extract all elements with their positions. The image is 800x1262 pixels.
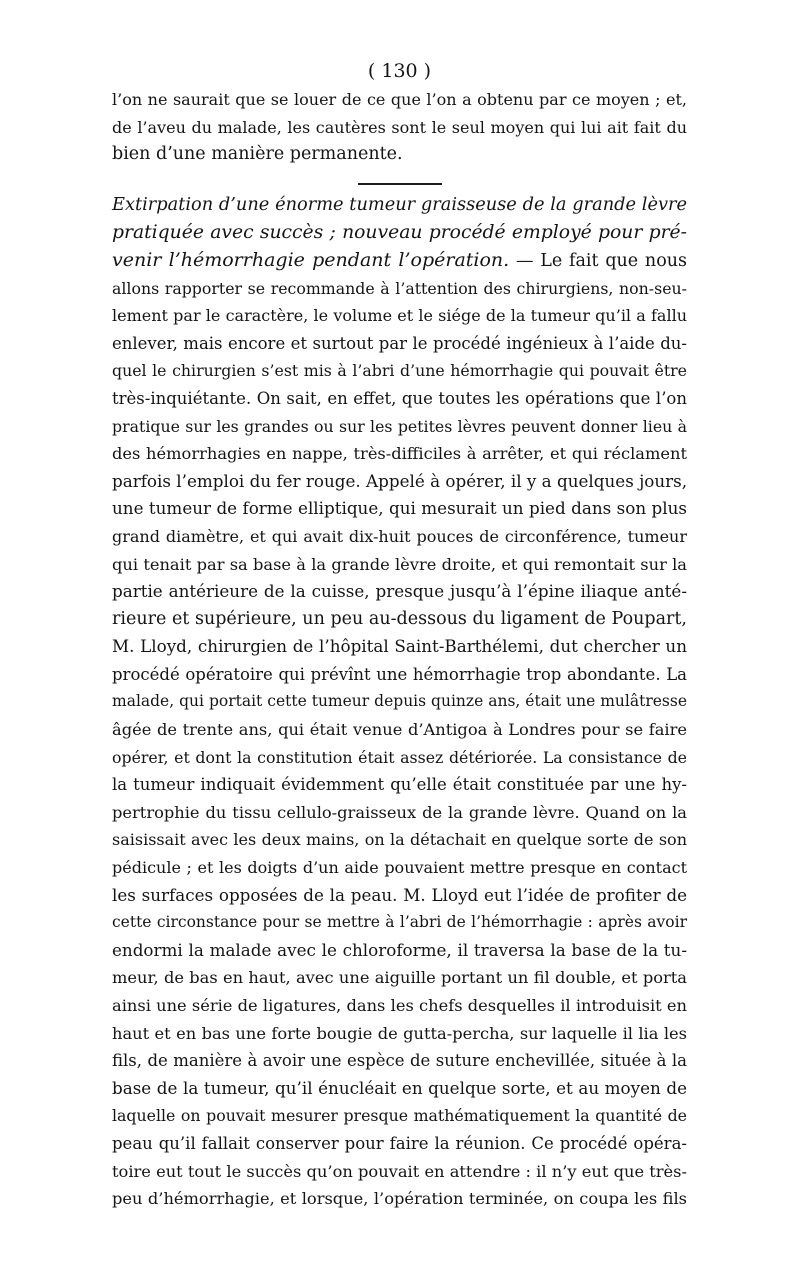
text-line: pédicule ; et les doigts d’un aide pouvaient mettre presque en contact bbox=[112, 858, 687, 878]
text-line: cette circonstance pour se mettre à l’abri de l’hémorrhagie : après avoir bbox=[112, 913, 687, 932]
text-line: M. Lloyd, chirurgien de l’hôpital Saint-Barthélemi, dut chercher un bbox=[112, 636, 687, 657]
text-line: base de la tumeur, qu’il énucléait en quelque sorte, et au moyen de bbox=[112, 1077, 687, 1098]
text-line: quel le chirurgien s’est mis à l’abri d’une hémorrhagie qui pouvait être bbox=[112, 361, 687, 381]
text-line: les surfaces opposées de la peau. M. Lloyd eut l’idée de profiter de bbox=[112, 884, 687, 905]
text-line: l’on ne saurait que se louer de ce que l’on a obtenu par ce moyen ; et, bbox=[112, 90, 687, 109]
text-line: bien d’une manière permanente. bbox=[112, 144, 403, 165]
text-line: allons rapporter se recommande à l’attention des chirurgiens, non-seu- bbox=[112, 278, 687, 298]
article-first-line-text: — Le fait que nous bbox=[509, 250, 687, 271]
text-line: grand diamètre, et qui avait dix-huit pouces de circonférence, tumeur bbox=[112, 526, 687, 546]
text-line: lement par le caractère, le volume et le siége de la tumeur qu’il a fallu bbox=[112, 306, 687, 326]
text-line: opérer, et dont la constitution était assez détériorée. La consistance de bbox=[112, 747, 687, 767]
page-number: ( 130 ) bbox=[367, 60, 432, 82]
intro-paragraph bbox=[112, 86, 687, 169]
text-line: rieure et supérieure, un peu au-dessous du ligament de Poupart, bbox=[112, 608, 687, 629]
article-title-end: venir l’hémorrhagie pendant l’opération. bbox=[112, 248, 510, 271]
text-line: laquelle on pouvait mesurer presque mathématiquement la quantité de bbox=[112, 1106, 687, 1126]
text-line: une tumeur de forme elliptique, qui mesurait un pied dans son plus bbox=[112, 498, 687, 519]
text-line: la tumeur indiquait évidemment qu’elle était constituée par une hy- bbox=[112, 775, 687, 795]
text-line: peu d’hémorrhagie, et lorsque, l’opération terminée, on coupa les fils bbox=[112, 1189, 687, 1209]
text-line: pertrophie du tissu cellulo-graisseux de la grande lèvre. Quand on la bbox=[112, 802, 687, 822]
article-title-line: Extirpation d’une énorme tumeur graisseuse de la grande lèvre bbox=[112, 194, 687, 215]
article bbox=[112, 192, 687, 1213]
section-divider bbox=[358, 183, 442, 185]
text-line: des hémorrhagies en nappe, très-difficiles à arrêter, et qui réclament bbox=[112, 444, 687, 464]
text-line: toire eut tout le succès qu’on pouvait en attendre : il n’y eut que très- bbox=[112, 1161, 687, 1181]
text-line: parfois l’emploi du fer rouge. Appelé à opérer, il y a quelques jours, bbox=[112, 470, 688, 491]
text-line: procédé opératoire qui prévînt une hémorrhagie trop abondante. La bbox=[112, 664, 687, 684]
book-page bbox=[112, 58, 687, 1213]
text-line: meur, de bas en haut, avec une aiguille portant un fil double, et porta bbox=[112, 968, 687, 988]
article-first-line bbox=[112, 247, 687, 275]
text-line: pratique sur les grandes ou sur les petites lèvres peuvent donner lieu à bbox=[112, 416, 687, 436]
text-line: haut et en bas une forte bougie de gutta-percha, sur laquelle il lia les bbox=[112, 1023, 687, 1043]
text-line: qui tenait par sa base à la grande lèvre droite, et qui remontait sur la bbox=[112, 554, 687, 574]
text-line: enlever, mais encore et surtout par le procédé ingénieux à l’aide du- bbox=[112, 333, 687, 353]
article-title-line: pratiquée avec succès ; nouveau procédé employé pour pré- bbox=[112, 222, 687, 244]
text-line: saisissait avec les deux mains, on la détachait en quelque sorte de son bbox=[112, 830, 687, 850]
text-line: très-inquiétante. On sait, en effet, que toutes les opérations que l’on bbox=[112, 388, 687, 408]
text-line: malade, qui portait cette tumeur depuis quinze ans, était une mulâtresse bbox=[112, 692, 687, 711]
text-line: partie antérieure de la cuisse, presque jusqu’à l’épine iliaque anté- bbox=[112, 581, 687, 602]
text-line: âgée de trente ans, qui était venue d’Antigoa à Londres pour se faire bbox=[112, 720, 687, 740]
text-line: fils, de manière à avoir une espèce de suture enchevillée, située à la bbox=[112, 1051, 687, 1071]
text-line: endormi la malade avec le chloroforme, il traversa la base de la tu- bbox=[112, 939, 687, 960]
text-line: peau qu’il fallait conserver pour faire la réunion. Ce procédé opéra- bbox=[112, 1133, 687, 1153]
text-line: de l’aveu du malade, les cautères sont le seul moyen qui lui ait fait du bbox=[112, 117, 687, 137]
text-line: ainsi une série de ligatures, dans les chefs desquelles il introduisit en bbox=[112, 996, 687, 1015]
article-body bbox=[112, 275, 687, 1213]
